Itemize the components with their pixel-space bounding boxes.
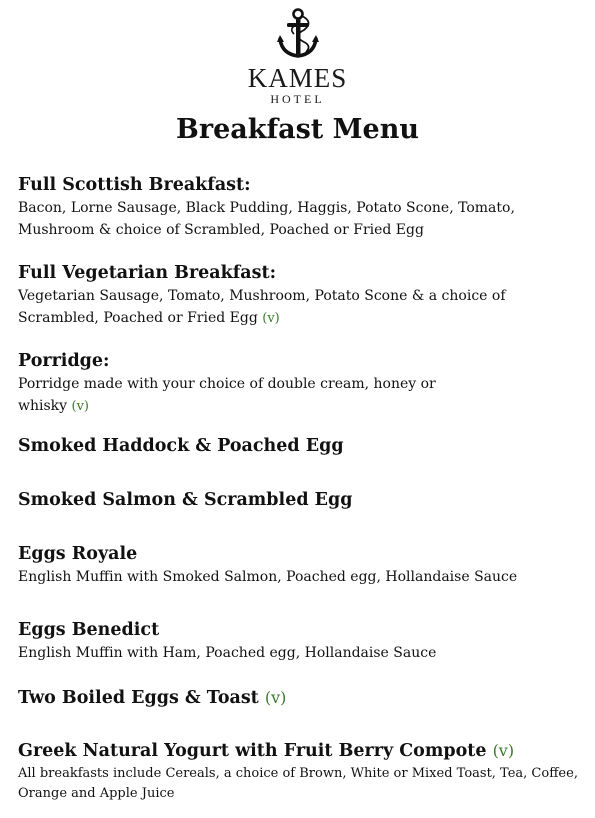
item-description: English Muffin with Smoked Salmon, Poached egg, Hollandaise Sauce <box>18 569 518 585</box>
item-description: Porridge made with your choice of double cream, honey or <box>18 376 436 392</box>
menu-item <box>18 173 583 241</box>
hotel-logo <box>0 6 595 106</box>
menu-item <box>18 739 583 763</box>
item-name: Eggs Benedict <box>18 620 160 640</box>
anchor-icon <box>276 6 320 62</box>
item-name-line <box>18 739 583 763</box>
item-description-text: Scrambled, Poached or Fried Egg <box>18 310 258 326</box>
vegetarian-tag: (v) <box>71 399 90 414</box>
item-description-text: whisky <box>18 398 68 414</box>
item-description: Bacon, Lorne Sausage, Black Pudding, Haggis, Potato Scone, Tomato, <box>18 200 515 216</box>
footer-line: Orange and Apple Juice <box>18 786 175 801</box>
item-name: Smoked Salmon & Scrambled Egg <box>18 490 353 510</box>
brand-subtitle: HOTEL <box>270 92 325 106</box>
item-name: Full Vegetarian Breakfast: <box>18 263 277 283</box>
vegetarian-tag: (v) <box>264 688 287 707</box>
item-name: Porridge: <box>18 351 110 371</box>
menu-item <box>18 434 583 458</box>
vegetarian-tag: (v) <box>262 311 280 326</box>
footer-note <box>18 764 583 804</box>
vegetarian-tag: (v) <box>492 741 515 760</box>
item-name: Full Scottish Breakfast: <box>18 175 251 195</box>
item-description: English Muffin with Ham, Poached egg, Hollandaise Sauce <box>18 645 437 661</box>
menu-item <box>18 488 583 512</box>
menu-item <box>18 686 583 710</box>
item-description: Vegetarian Sausage, Tomato, Mushroom, Potato Scone & a choice of <box>18 288 506 304</box>
menu-item <box>18 618 583 664</box>
item-description-line <box>18 395 583 418</box>
item-name-line <box>18 686 583 710</box>
menu-item <box>18 261 583 330</box>
item-description-line <box>18 307 583 330</box>
item-description: Mushroom & choice of Scrambled, Poached or Fried Egg <box>18 222 424 238</box>
menu-item <box>18 542 583 588</box>
item-name: Smoked Haddock & Poached Egg <box>18 436 344 456</box>
item-name: Eggs Royale <box>18 544 138 564</box>
menu-item <box>18 349 583 418</box>
brand-name: KAMES <box>247 63 348 93</box>
menu-title: Breakfast Menu <box>176 114 419 145</box>
footer-line: All breakfasts include Cereals, a choice of Brown, White or Mixed Toast, Tea, Coffee, <box>18 766 578 781</box>
item-name-text: Greek Natural Yogurt with Fruit Berry Compote <box>18 741 487 761</box>
item-name-text: Two Boiled Eggs & Toast <box>18 688 259 708</box>
